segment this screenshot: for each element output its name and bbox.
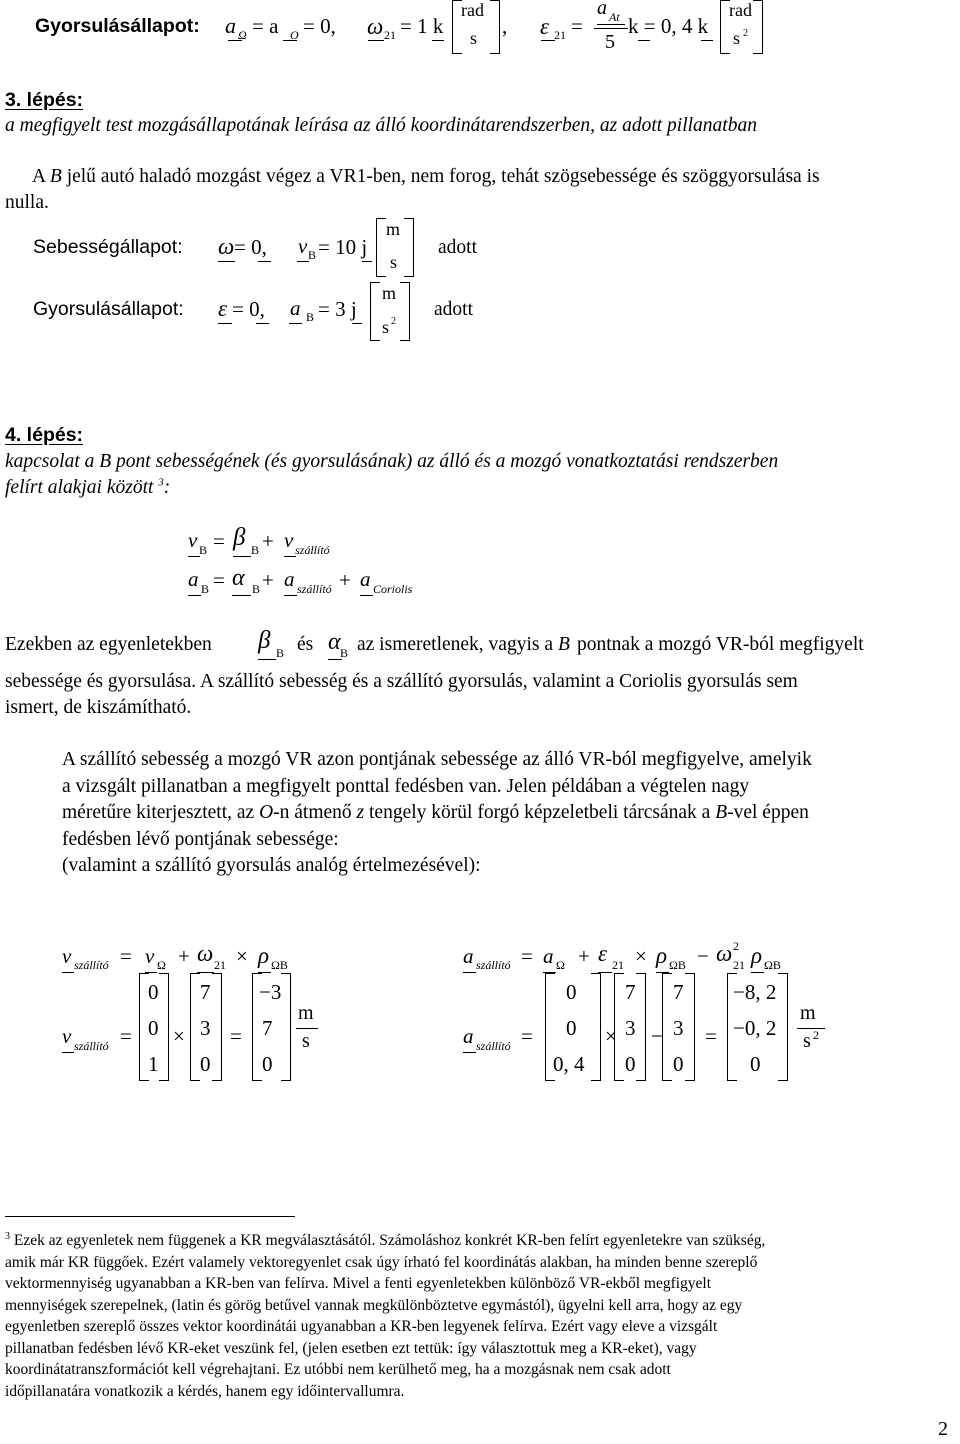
vvec1-bracket-right: [159, 973, 169, 1081]
page-number: 2: [938, 1418, 948, 1440]
top-eq-sign: =: [571, 14, 583, 38]
underline-eps: [541, 40, 555, 41]
avec4-r3: 0: [750, 1052, 761, 1076]
calc-a-lhs2: a: [463, 1024, 474, 1048]
calc-v-rho: ρ: [258, 943, 270, 968]
avec1-r2: 0: [566, 1016, 577, 1040]
avec2-r3: 0: [625, 1052, 636, 1076]
step4-footnote-ref: 3: [158, 476, 164, 489]
p2-line5: (valamint a szállító gyorsulás analóg értelmezésével):: [62, 855, 481, 876]
footnote-line-4: egyenletben szereplő összes vektor koordinátái ugyanabban a KR-ben legyenek felírva. Ezért vagy eleve a vizsgált: [5, 1318, 718, 1336]
calc-a-t1: a: [543, 944, 554, 968]
amat-minus: −: [651, 1024, 663, 1048]
p2-line3: [62, 801, 809, 824]
underline-eq1-v: [188, 556, 200, 557]
seb-unit-den: s: [390, 252, 398, 272]
underline-a-o: [283, 40, 297, 41]
amat-eq: =: [705, 1024, 717, 1048]
step3-paragraph: [32, 165, 820, 188]
footnote-separator: [5, 1216, 295, 1217]
frac-num-underline: [597, 24, 625, 25]
avec3-bracket-left: [662, 973, 672, 1081]
p1-line2: sebessége és gyorsulása. A szállító sebesség és a szállító gyorsulás, valamint a Coriolis gyorsulás sem: [5, 671, 798, 692]
footnote-line-3: mennyiségek szerepelnek, (latin és görög betűvel vannak megkülönböztetve egymástól), ügyelni kell arra, hogy az egy: [5, 1296, 743, 1314]
underline-a-omega: [228, 40, 242, 41]
unit2-den: s: [733, 28, 741, 48]
step3-para-B: B: [49, 166, 62, 187]
calc-a-eps-sub: 21: [612, 958, 624, 972]
calc-a-lhs: a: [463, 944, 474, 968]
step3-para-c: nulla.: [5, 192, 49, 213]
eq2-plus: +: [262, 568, 274, 592]
gy-unit-bracket-right: [400, 282, 410, 341]
frac-den: 5: [605, 31, 615, 53]
calc-a-eq: =: [521, 944, 533, 968]
seb-eq: = 0,: [234, 235, 267, 259]
avec1-r1: 0: [566, 980, 577, 1004]
amat-unit-exp: 2: [813, 1028, 819, 1042]
unit2-num: rad: [729, 0, 752, 20]
underline-seb-omega: [218, 261, 235, 262]
footnote-line-2: vektormennyiség ugyanabban a KR-ben van felírva. Mivel a fenti egyenletekben különböző VR-ekből megfigyelt: [5, 1275, 712, 1293]
avec2-r2: 3: [625, 1016, 636, 1040]
p2-line3a: méretűre kiterjesztett, az: [62, 802, 260, 823]
underline-gy-eps: [218, 323, 232, 324]
eq2-a: a: [188, 567, 199, 591]
frac-bar: [594, 28, 628, 29]
vvec3-r2: 7: [262, 1016, 273, 1040]
eq2-a2-sub: szállító: [297, 582, 332, 596]
vvec1-r3: 1: [148, 1052, 159, 1076]
p2-line2: a vizsgált pillanatban a megfigyelt ponttal fedésben van. Jelen példában a végtelen nagy: [62, 776, 750, 797]
calc-a-rho: ρ: [656, 943, 668, 968]
vmat-cross: ×: [173, 1024, 185, 1048]
vvec1-r1: 0: [148, 980, 159, 1004]
eq2-a3-sub: Coriolis: [373, 582, 413, 596]
top-eps: ε: [540, 14, 550, 39]
amat-unit-num: m: [800, 1002, 816, 1024]
seb-val: = 10 j: [318, 235, 368, 259]
underline-omega: [368, 40, 384, 41]
underline-k3: [701, 40, 713, 41]
eq1-v: v: [188, 528, 198, 552]
calc-a-eps: ε: [598, 941, 608, 966]
underline-gy-zero: [256, 323, 269, 324]
vvec2-bracket-right: [212, 973, 222, 1081]
calc-v-lhs2-sub: szállító: [74, 1039, 109, 1053]
eq1-v-sub: B: [199, 543, 208, 557]
step4-line1: kapcsolat a B pont sebességének (és gyorsulásának) az álló és a mozgó vonatkoztatási rendszerben: [5, 451, 779, 472]
underline-calc-v-lhs2: [62, 1052, 74, 1053]
underline-calc-v-lhs: [62, 972, 74, 973]
calc-a-eq2: =: [521, 1024, 533, 1048]
calc-v-omega: ω: [197, 941, 214, 966]
vmat-unit-num: m: [298, 1002, 314, 1024]
avec4-bracket-right: [778, 973, 788, 1081]
calc-a-omega: ω: [716, 941, 733, 966]
p2-z: z: [356, 802, 365, 823]
calc-a-cross: ×: [635, 944, 647, 968]
avec2-bracket-right: [636, 973, 646, 1081]
gy-adott: adott: [434, 299, 473, 320]
seb-adott: adott: [438, 237, 477, 258]
vvec2-r3: 0: [200, 1052, 211, 1076]
calc-v-cross: ×: [236, 944, 248, 968]
calc-a-minus: −: [697, 944, 709, 968]
footnote-text-0: Ezek az egyenletek nem függenek a KR megválasztásától. Számoláshoz konkrét KR-ben felírt egyenletekre van szükség,: [13, 1232, 766, 1250]
footnote: [5, 1226, 950, 1402]
top-label: Gyorsulásállapot:: [35, 15, 200, 37]
calc-a-plus: +: [578, 944, 590, 968]
vvec3-r1: −3: [259, 980, 282, 1004]
gy-unit-num: m: [382, 283, 397, 303]
avec1-r3: 0, 4: [553, 1052, 585, 1076]
p2-line3b: -n átmenő: [273, 802, 357, 823]
underline-k1: [432, 40, 444, 41]
calc-v-t1-sub: Ω: [157, 958, 166, 972]
p1-c: pontnak a mozgó VR-ból megfigyelt: [577, 634, 864, 655]
calc-v-plus: +: [178, 944, 190, 968]
p2-line3c: tengely körül forgó képzeletbeli tárcsának a: [364, 802, 716, 823]
seb-unit-num: m: [386, 219, 401, 239]
eq2-a3: a: [360, 567, 371, 591]
calc-a-rho-sub: ΩB: [669, 958, 686, 972]
gy-val: = 3 j: [318, 297, 357, 321]
amat-cross: ×: [605, 1024, 617, 1048]
unit1-den: s: [470, 28, 478, 48]
amat-unit-den: s: [803, 1030, 811, 1052]
calc-a-omega-sub: 21: [733, 958, 745, 972]
underline-eq2-a3: [360, 595, 373, 596]
avec3-r2: 3: [673, 1016, 684, 1040]
avec3-bracket-right: [685, 973, 695, 1081]
top-eq-04k: k = 0, 4 k: [628, 14, 709, 38]
p2-O: O: [259, 802, 274, 823]
frac-num-sub: At: [609, 10, 620, 24]
step4-line2: [5, 476, 170, 499]
unit1-num: rad: [461, 0, 484, 20]
p1-alpha: α: [328, 629, 341, 655]
eq1-beta: β: [233, 524, 246, 551]
footnote-line-6: koordinátatranszformációt kell végrehajtani. Ez utóbbi nem kerülhető meg, ha a mozgásnak nem csak adott: [5, 1361, 671, 1379]
eq1-v2-sub: szállító: [295, 543, 330, 557]
p2-line1: A szállító sebesség a mozgó VR azon pontjának sebessége az álló VR-ból megfigyelve, amelyik: [62, 749, 812, 770]
top-sub-omega: Ω: [238, 28, 247, 42]
avec4-r1: −8, 2: [733, 980, 777, 1004]
vvec2-bracket-left: [190, 973, 200, 1081]
calc-a-t1-sub: Ω: [556, 958, 565, 972]
top-omega-sub: 21: [384, 28, 396, 42]
calc-v-lhs: v: [62, 944, 72, 968]
vvec2-r2: 3: [200, 1016, 211, 1040]
p2-line4: fedésben lévő pontjának sebessége:: [62, 829, 339, 850]
vvec2-r1: 7: [200, 980, 211, 1004]
underline-seb-zero: [258, 261, 271, 262]
p2-line3d: -vel éppen: [727, 802, 809, 823]
gy-eq: = 0,: [232, 297, 265, 321]
underline-k2: [638, 40, 650, 41]
underline-eq1-v2: [284, 556, 296, 557]
vmat-unit-bar: [296, 1028, 318, 1029]
footnote-line-0: [5, 1226, 950, 1252]
vvec3-r3: 0: [262, 1052, 273, 1076]
seb-unit-bracket-left: [376, 218, 386, 277]
step3-subtitle: a megfigyelt test mozgásállapotának leírása az álló koordinátarendszerben, az adott pillanatban: [5, 115, 757, 136]
underline-eq2-a2: [284, 595, 297, 596]
vmat-unit-den: s: [302, 1030, 310, 1052]
avec3-r3: 0: [673, 1052, 684, 1076]
gy-eps: ε: [218, 296, 228, 321]
p2-B: B: [715, 802, 728, 823]
p1-line3: ismert, de kiszámítható.: [5, 697, 192, 718]
p1-a: Ezekben az egyenletekben: [5, 634, 212, 655]
underline-eq2-alpha: [232, 595, 251, 596]
step3-para-b: jelű autó haladó mozgást végez a VR1-ben, nem forog, tehát szögsebessége és szöggyorsulása is: [61, 166, 820, 187]
eq2-plus2: +: [339, 568, 351, 592]
step3-heading: 3. lépés:: [5, 89, 84, 111]
underline-eq1-beta: [233, 556, 251, 557]
underline-calc-a-lhs2: [463, 1052, 476, 1053]
step4-line2-text: felírt alakjai között: [5, 477, 154, 498]
top-eq-mid: = a: [252, 14, 279, 38]
calc-v-lhs-sub: szállító: [74, 958, 109, 972]
seb-label: Sebességállapot:: [33, 236, 183, 258]
gy-a-sub: B: [306, 310, 315, 324]
underline-p1-beta: [258, 659, 276, 660]
underline-gy-j: [352, 323, 362, 324]
p1-beta: β: [258, 627, 271, 654]
calc-v-omega-sub: 21: [214, 958, 226, 972]
underline-calc-a-rho2: [751, 972, 764, 973]
avec1-bracket-right: [591, 973, 601, 1081]
calc-a-rho2: ρ: [751, 943, 763, 968]
eq2-a2: a: [284, 567, 295, 591]
footnote-line-1: amik már KR függőek. Ezért valamely vektoregyenlet csak úgy írható fel koordinátás alakban, ha minden benne szereplő: [5, 1253, 758, 1271]
top-eq-1k: = 1 k: [400, 14, 444, 38]
underline-gy-a: [289, 323, 302, 324]
footnote-line-7: időpillanatára vonatkozik a kérdés, hanem egy időintervallumra.: [5, 1382, 405, 1400]
unit2-bracket-right: [753, 0, 763, 54]
top-comma: ,: [502, 14, 508, 38]
calc-a-lhs2-sub: szállító: [476, 1039, 511, 1053]
gy-unit-bracket-left: [370, 282, 380, 341]
seb-v: v: [298, 234, 308, 258]
eq1-v2: v: [284, 528, 294, 552]
underline-seb-v: [297, 261, 309, 262]
top-a: a: [225, 13, 236, 38]
underline-seb-j: [362, 261, 372, 262]
gy-a: a: [290, 296, 301, 320]
eq1-eq: =: [213, 529, 225, 553]
step4-colon: :: [163, 477, 171, 498]
calc-a-rho2-sub: ΩB: [764, 958, 781, 972]
top-eps-sub: 21: [554, 28, 566, 42]
vvec3-bracket-right: [281, 973, 291, 1081]
calc-v-eq2: =: [120, 1024, 132, 1048]
frac-num: a: [597, 0, 607, 19]
gy-label: Gyorsulásállapot:: [33, 298, 184, 320]
underline-calc-a-lhs: [463, 972, 476, 973]
vvec1-r2: 0: [148, 1016, 159, 1040]
vmat-eq: =: [230, 1024, 242, 1048]
avec4-r2: −0, 2: [733, 1016, 777, 1040]
calc-v-rho-sub: ΩB: [271, 958, 288, 972]
p1-beta-sub: B: [276, 646, 285, 660]
unit2-exp: 2: [743, 28, 748, 39]
eq2-eq: =: [213, 568, 225, 592]
seb-unit-bracket-right: [404, 218, 414, 277]
underline-eq2-a: [188, 595, 201, 596]
calc-v-eq: =: [120, 944, 132, 968]
step4-heading: 4. lépés:: [5, 424, 84, 446]
avec3-r1: 7: [673, 980, 684, 1004]
eq2-alpha: α: [232, 565, 245, 591]
top-sub-o: O: [290, 28, 299, 42]
avec2-bracket-left: [614, 973, 624, 1081]
eq1-plus: +: [262, 529, 274, 553]
amat-unit-bar: [797, 1028, 825, 1029]
footnote-line-5: pillanatban fedésben lévő KR-eket veszünk fel, (jelen esetben ezt tettük: így választottuk meg a KR-eket), vagy: [5, 1339, 697, 1357]
eq1-beta-sub: B: [251, 543, 260, 557]
seb-omega: ω: [218, 234, 235, 259]
top-omega: ω: [367, 14, 384, 39]
p1-B: B: [558, 634, 570, 655]
calc-v-lhs2: v: [62, 1024, 72, 1048]
p1-alpha-sub: B: [340, 646, 349, 660]
calc-a-lhs-sub: szállító: [476, 958, 511, 972]
p1-b: az ismeretlenek, vagyis a: [357, 634, 553, 655]
avec2-r1: 7: [625, 980, 636, 1004]
calc-a-omega-exp: 2: [733, 939, 739, 953]
gy-unit-exp: 2: [391, 316, 396, 327]
eq2-a-sub: B: [201, 582, 210, 596]
eq2-alpha-sub: B: [252, 582, 261, 596]
p1-es: és: [297, 634, 314, 655]
step3-para-a: A: [32, 166, 50, 187]
footnote-mark: 3: [5, 1231, 10, 1242]
unit1-bracket-right: [490, 0, 500, 54]
calc-v-t1: v: [145, 944, 155, 968]
underline-p1-alpha: [328, 659, 342, 660]
gy-unit-den: s: [382, 317, 390, 337]
seb-v-sub: B: [308, 248, 317, 262]
top-eq-zero: = 0,: [303, 14, 336, 38]
